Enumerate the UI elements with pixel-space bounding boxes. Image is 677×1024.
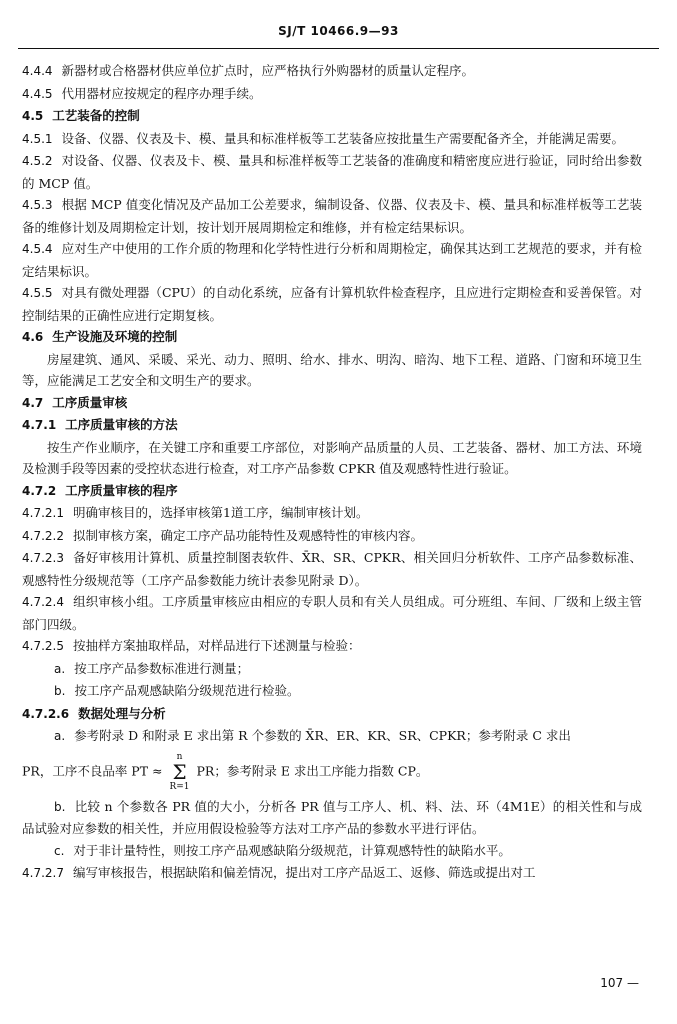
sum-upper-limit: n: [176, 751, 183, 762]
sum-term: PR: [196, 763, 215, 778]
clause-4-7-2-heading: 4.7.2 工序质量审核的程序: [22, 482, 178, 498]
section-4-5-heading: 4.5 工艺装备的控制: [22, 108, 140, 123]
clause-4-7-2-1: 4.7.2.1 明确审核目的，选择审核第1道工序，编制审核计划。: [22, 505, 369, 520]
page-number: 107 —: [600, 976, 639, 990]
clause-4-7-1-heading: 4.7.1 工序质量审核的方法: [22, 417, 178, 432]
clause-4-7-2-6-heading: 4.7.2.6 数据处理与分析: [22, 705, 166, 721]
clause-4-7-1-body: 按生产作业顺序，在关键工序和重要工序部位，对影响产品质量的人员、工艺装备、器材、加工方法、环境及检测手段等因素的受控状态进行检查，对工序产品参数 CPKR 值及观感特性进行验证。: [22, 439, 642, 476]
clause-4-5-5: 4.5.5 对具有微处理器（CPU）的自动化系统，应备有计算机软件检查程序，且应进行定期检查和妥善保管。对控制结果的正确性应进行定期复核。: [22, 285, 642, 323]
defect-rate-formula: [22, 752, 642, 792]
clause-4-5-4: 4.5.4 应对生产中使用的工作介质的物理和化学特性进行分析和周期检定，确保其达到工艺规范的要求，并有检定结果标识。: [22, 241, 642, 279]
clause-4-5-3: 4.5.3 根据 MCP 值变化情况及产品加工公差要求，编制设备、仪器、仪表及卡、模、量具和标准样板等工艺装备的维修计划及周期检定计划，按计划开展周期检定和维修，并有检定结果标识。: [22, 197, 642, 235]
item-b-compare: b. 比较 n 个参数各 PR 值的大小，分析各 PR 值与工序人、机、料、法、环（4M1E）的相关性和与成品试验对应参数的相关性，并应用假设检验等方法对工序产品的参数水平进行评估。: [22, 798, 642, 836]
sum-lower-limit: R=1: [169, 781, 190, 792]
clause-4-7-2-4: 4.7.2.4 组织审核小组。工序质量审核应由相应的专职人员和有关人员组成。可分班组、车间、厂级和上级主管部门四级。: [22, 594, 642, 632]
formula-lead: PR，工序不良品率 PT ≈: [22, 763, 163, 778]
summation: [169, 752, 189, 792]
standard-number-header: SJ/T 10466.9—93: [278, 24, 399, 38]
clause-4-7-2-2: 4.7.2.2 拟制审核方案，确定工序产品功能特性及观感特性的审核内容。: [22, 527, 423, 543]
header-rule: [18, 48, 659, 49]
section-4-6-heading: 4.6 生产设施及环境的控制: [22, 329, 178, 344]
sigma-symbol: Σ: [172, 759, 187, 784]
document-body: [22, 60, 642, 885]
item-c-noncount: c. 对于非计量特性，则按工序产品观感缺陷分级规范，计算观感特性的缺陷水平。: [54, 842, 511, 858]
item-b-inspect: b. 按工序产品观感缺陷分级规范进行检验。: [54, 683, 300, 698]
section-4-7-heading: 4.7 工序质量审核: [22, 394, 128, 410]
clause-4-5-2: 4.5.2 对设备、仪器、仪表及卡、模、量具和标准样板等工艺装备的准确度和精密度应进行验证，同时给出参数的 MCP 值。: [22, 153, 642, 191]
clause-4-5-1: 4.5.1 设备、仪器、仪表及卡、模、量具和标准样板等工艺装备应按批量生产需要配备齐全，并能满足需要。: [22, 130, 625, 146]
clause-4-7-2-7: 4.7.2.7 编写审核报告，根据缺陷和偏差情况，提出对工序产品返工、返修、筛选或提出对工: [22, 865, 536, 880]
clause-4-7-2-5: 4.7.2.5 按抽样方案抽取样品，对样品进行下述测量与检验：: [22, 638, 361, 653]
item-a-data: a. 参考附录 D 和附录 E 求出第 R 个参数的 X̄R、ER、KR、SR、CPKR；参考附录 C 求出: [54, 728, 571, 743]
clause-4-4-5: 4.4.5 代用器材应按规定的程序办理手续。: [22, 85, 262, 101]
clause-4-7-2-3: 4.7.2.3 备好审核用计算机、质量控制图表软件、X̄R、SR、CPKR、相关回归分析软件、工序产品参数标准、观感特性分级规范等（工序产品参数能力统计表参见附录 D）。: [22, 550, 642, 588]
section-4-6-body: 房屋建筑、通风、采暖、采光、动力、照明、给水、排水、明沟、暗沟、地下工程、道路、门窗和环境卫生等，应能满足工艺安全和文明生产的要求。: [22, 351, 642, 388]
formula-tail: ；参考附录 E 求出工序能力指数 CP。: [214, 763, 429, 778]
item-a-measure: a. 按工序产品参数标准进行测量；: [54, 660, 250, 676]
clause-4-4-4: 4.4.4 新器材或合格器材供应单位扩点时，应严格执行外购器材的质量认定程序。: [22, 63, 475, 78]
